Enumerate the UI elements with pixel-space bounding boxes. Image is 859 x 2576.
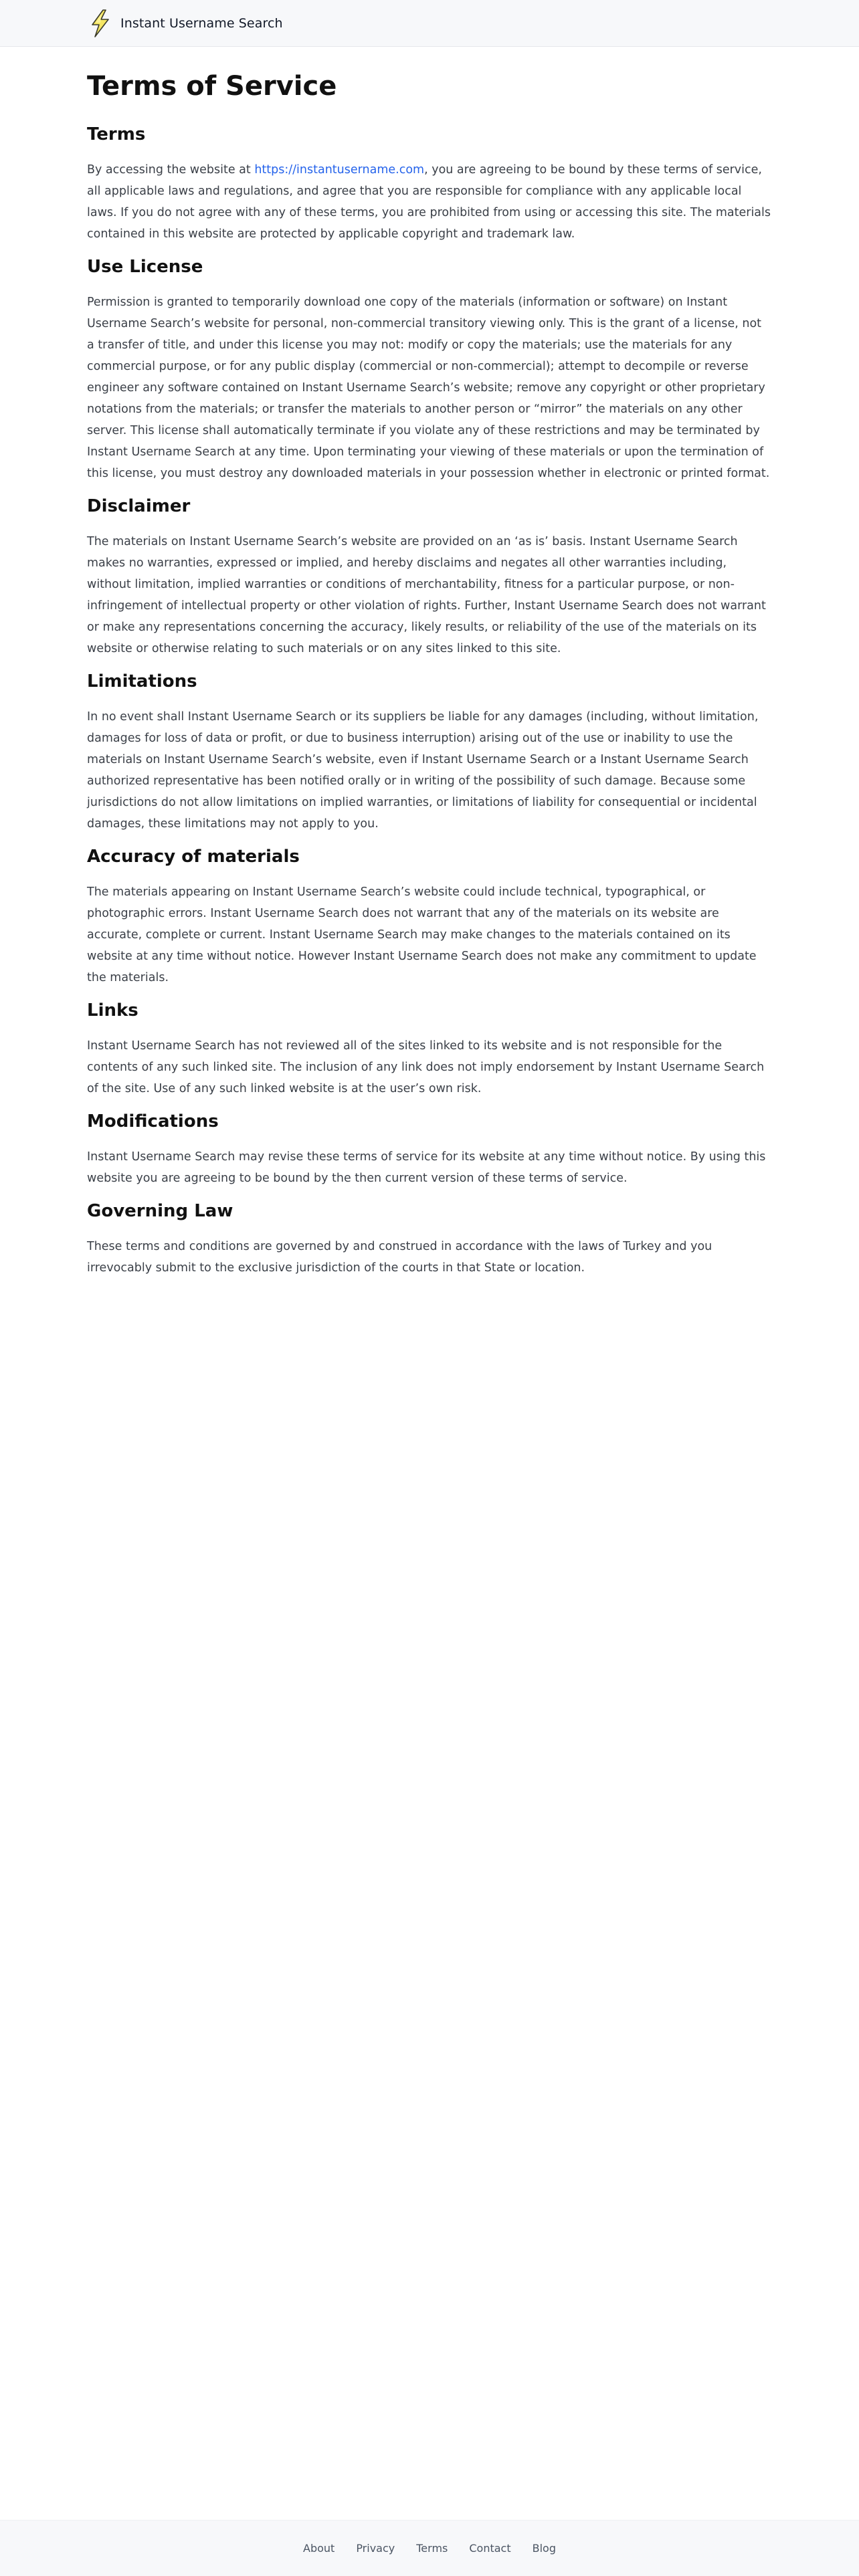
governing-law-paragraph: These terms and conditions are governed by and construed in accordance with the laws of Turkey and you irrevocably submit to the exclusive jurisdiction of the courts in that State or location. <box>87 1240 712 1275</box>
footer-link-privacy[interactable]: Privacy <box>356 2542 395 2555</box>
site-header <box>0 0 859 47</box>
terms-text-start: By accessing the website at <box>87 163 255 177</box>
section-heading-limitations: Limitations <box>87 671 197 691</box>
links-paragraph: Instant Username Search has not reviewed all of the sites linked to its website and is not responsible for the contents of any such linked site. The inclusion of any link does not imply endorsement by Instant Username Search of the site. Use of any such linked website is at the user’s own risk. <box>87 1039 765 1095</box>
footer-link-about[interactable]: About <box>303 2542 335 2555</box>
terms-content <box>87 67 772 1289</box>
section-heading-links: Links <box>87 1000 138 1021</box>
section-heading-governing-law: Governing Law <box>87 1201 233 1221</box>
section-heading-modifications: Modifications <box>87 1111 219 1132</box>
section-heading-terms: Terms <box>87 124 146 144</box>
footer-link-blog[interactable]: Blog <box>532 2542 556 2555</box>
use-license-paragraph: Permission is granted to temporarily download one copy of the materials (information or software) on Instant Username Search’s website for personal, non-commercial transitory viewing only. This is the grant of a license, not a transfer of title, and under this license you may not: modify or copy the materials; use the materials for any commercial purpose, or for any public display (commercial or non-commercial); attempt to decompile or reverse engineer any software contained on Instant Username Search’s website; remove any copyright or other proprietary notations from the materials; or transfer the materials to another person or “mirror” the materials on any other server. This license shall automatically terminate if you violate any of these restrictions and may be terminated by Instant Username Search at any time. Upon terminating your viewing of these materials or upon the termination of this license, you must destroy any downloaded materials in your possession whether in electronic or printed format. <box>87 296 770 480</box>
terms-paragraph <box>87 159 772 245</box>
footer-link-terms[interactable]: Terms <box>416 2542 448 2555</box>
site-url-link[interactable]: https://instantusername.com <box>254 163 425 177</box>
limitations-paragraph: In no event shall Instant Username Search or its suppliers be liable for any damages (including, without limitation, damages for loss of data or profit, or due to business interruption) arising out of the use or inability to use the materials on Instant Username Search’s website, even if Instant Username Search or a Instant Username Search authorized representative has been notified orally or in writing of the possibility of such damage. Because some jurisdictions do not allow limitations on implied warranties, or limitations of liability for consequential or incidental damages, these limitations may not apply to you. <box>87 710 759 831</box>
page-title: Terms of Service <box>87 71 337 102</box>
disclaimer-paragraph: The materials on Instant Username Search’s website are provided on an ‘as is’ basis. Instant Username Search makes no warranties, expressed or implied, and hereby disclaims and negates all other warranties including, without limitation, implied warranties or conditions of merchantability, fitness for a particular purpose, or non-infringement of intellectual property or other violation of rights. Further, Instant Username Search does not warrant or make any representations concerning the accuracy, likely results, or reliability of the use of the materials on its website or otherwise relating to such materials or on any sites linked to this site. <box>87 535 766 655</box>
section-heading-accuracy: Accuracy of materials <box>87 847 300 867</box>
lightning-bolt-icon <box>87 9 120 38</box>
section-heading-use-license: Use License <box>87 257 203 277</box>
site-footer <box>0 2520 859 2576</box>
footer-link-contact[interactable]: Contact <box>469 2542 511 2555</box>
terms-text-end: , you are agreeing to be bound by these terms of service, all applicable laws and regulations, and agree that you are responsible for compliance with any applicable local laws. If you do not agree with any of these terms, you are prohibited from using or accessing this site. The materials contained in this website are protected by applicable copyright and trademark law. <box>87 163 771 241</box>
modifications-paragraph: Instant Username Search may revise these terms of service for its website at any time without notice. By using this website you are agreeing to be bound by the then current version of these terms of service. <box>87 1150 766 1185</box>
section-heading-disclaimer: Disclaimer <box>87 496 191 516</box>
brand-home-link[interactable] <box>87 9 283 38</box>
accuracy-paragraph: The materials appearing on Instant Username Search’s website could include technical, typographical, or photographic errors. Instant Username Search does not warrant that any of the materials on its website are accurate, complete or current. Instant Username Search may make changes to the materials contained on its website at any time without notice. However Instant Username Search does not make any commitment to update the materials. <box>87 885 757 984</box>
brand-name: Instant Username Search <box>120 16 283 31</box>
